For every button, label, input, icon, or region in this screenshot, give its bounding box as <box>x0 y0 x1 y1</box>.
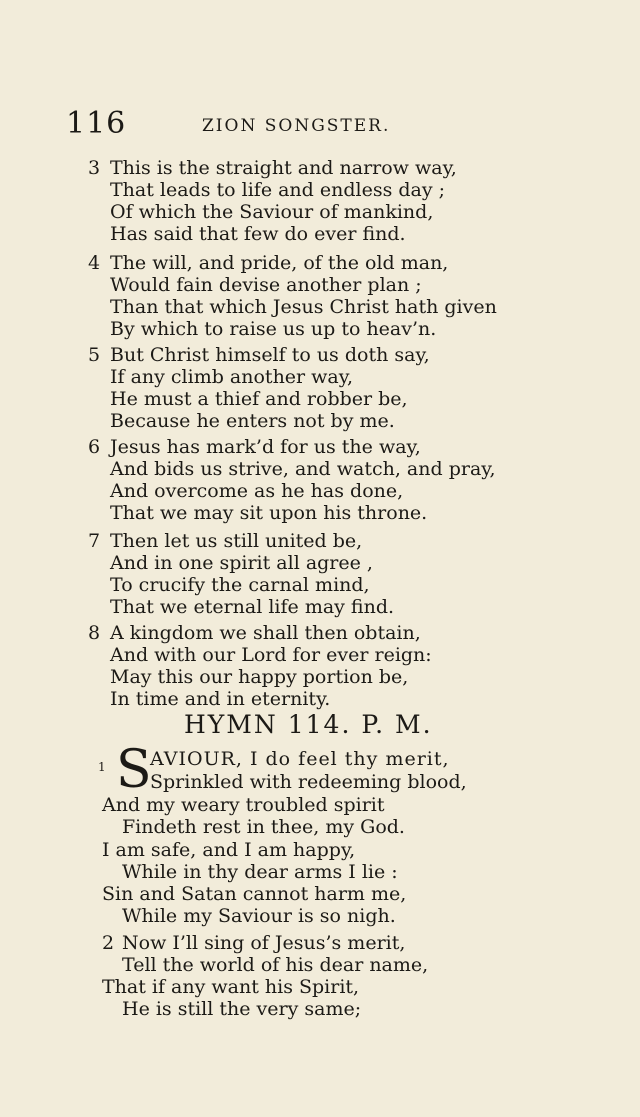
verse-line: And with our Lord for ever reign: <box>110 644 432 666</box>
verse-line: Of which the Saviour of mankind, <box>110 201 434 223</box>
hymn-line: While my Saviour is so nigh. <box>122 905 396 927</box>
verse-number: 7 <box>88 530 101 552</box>
hymn-line: I am safe, and I am happy, <box>102 839 356 861</box>
verse-line: May this our happy portion be, <box>110 666 409 688</box>
running-title: ZION SONGSTER. <box>202 116 391 136</box>
verse-line: The will, and pride, of the old man, <box>110 252 449 274</box>
hymn-first-line: AVIOUR, I do feel thy merit, <box>150 748 450 770</box>
hymn-line: And my weary troubled spirit <box>102 794 385 816</box>
hymn-line: He is still the very same; <box>122 998 362 1020</box>
verse-line: That we eternal life may find. <box>110 596 395 618</box>
hymn-title: HYMN 114. P. M. <box>184 710 433 739</box>
verse-line: To crucify the carnal mind, <box>110 574 370 596</box>
verse-line: Because he enters not by me. <box>110 410 395 432</box>
verse-line: And bids us strive, and watch, and pray, <box>110 458 496 480</box>
stanza-number: 1 <box>98 760 106 774</box>
hymn-line: While in thy dear arms I lie : <box>122 861 398 883</box>
verse-line: Has said that few do ever find. <box>110 223 406 245</box>
verse-number: 4 <box>88 252 101 274</box>
page-header <box>66 106 446 140</box>
verse-line: But Christ himself to us doth say, <box>110 344 430 366</box>
verse-line: By which to raise us up to heav’n. <box>110 318 437 340</box>
verse-line: If any climb another way, <box>110 366 354 388</box>
verse-line: That we may sit upon his throne. <box>110 502 428 524</box>
verse-line: This is the straight and narrow way, <box>110 157 457 179</box>
verse-line: And overcome as he has done, <box>110 480 404 502</box>
verse-number: 8 <box>88 622 101 644</box>
verse-line: That leads to life and endless day ; <box>110 179 446 201</box>
verse-number: 5 <box>88 344 101 366</box>
hymn-line: Now I’ll sing of Jesus’s merit, <box>122 932 406 954</box>
verse-line: In time and in eternity. <box>110 688 331 710</box>
verse-line: Jesus has mark’d for us the way, <box>110 436 421 458</box>
verse-line: Than that which Jesus Christ hath given <box>110 296 497 318</box>
verse-number: 6 <box>88 436 101 458</box>
verse-number: 3 <box>88 157 101 179</box>
drop-cap: S <box>116 740 152 800</box>
verse-line: A kingdom we shall then obtain, <box>110 622 421 644</box>
stanza-number: 2 <box>102 932 115 954</box>
hymn-line: Findeth rest in thee, my God. <box>122 816 405 838</box>
verse-line: And in one spirit all agree , <box>110 552 373 574</box>
verse-line: He must a thief and robber be, <box>110 388 408 410</box>
hymn-line: Tell the world of his dear name, <box>122 954 429 976</box>
hymn-line: Sprinkled with redeeming blood, <box>150 771 467 793</box>
hymn-line: Sin and Satan cannot harm me, <box>102 883 407 905</box>
verse-line: Then let us still united be, <box>110 530 363 552</box>
page-number: 116 <box>66 106 127 141</box>
hymn-line: That if any want his Spirit, <box>102 976 360 998</box>
verse-line: Would fain devise another plan ; <box>110 274 422 296</box>
